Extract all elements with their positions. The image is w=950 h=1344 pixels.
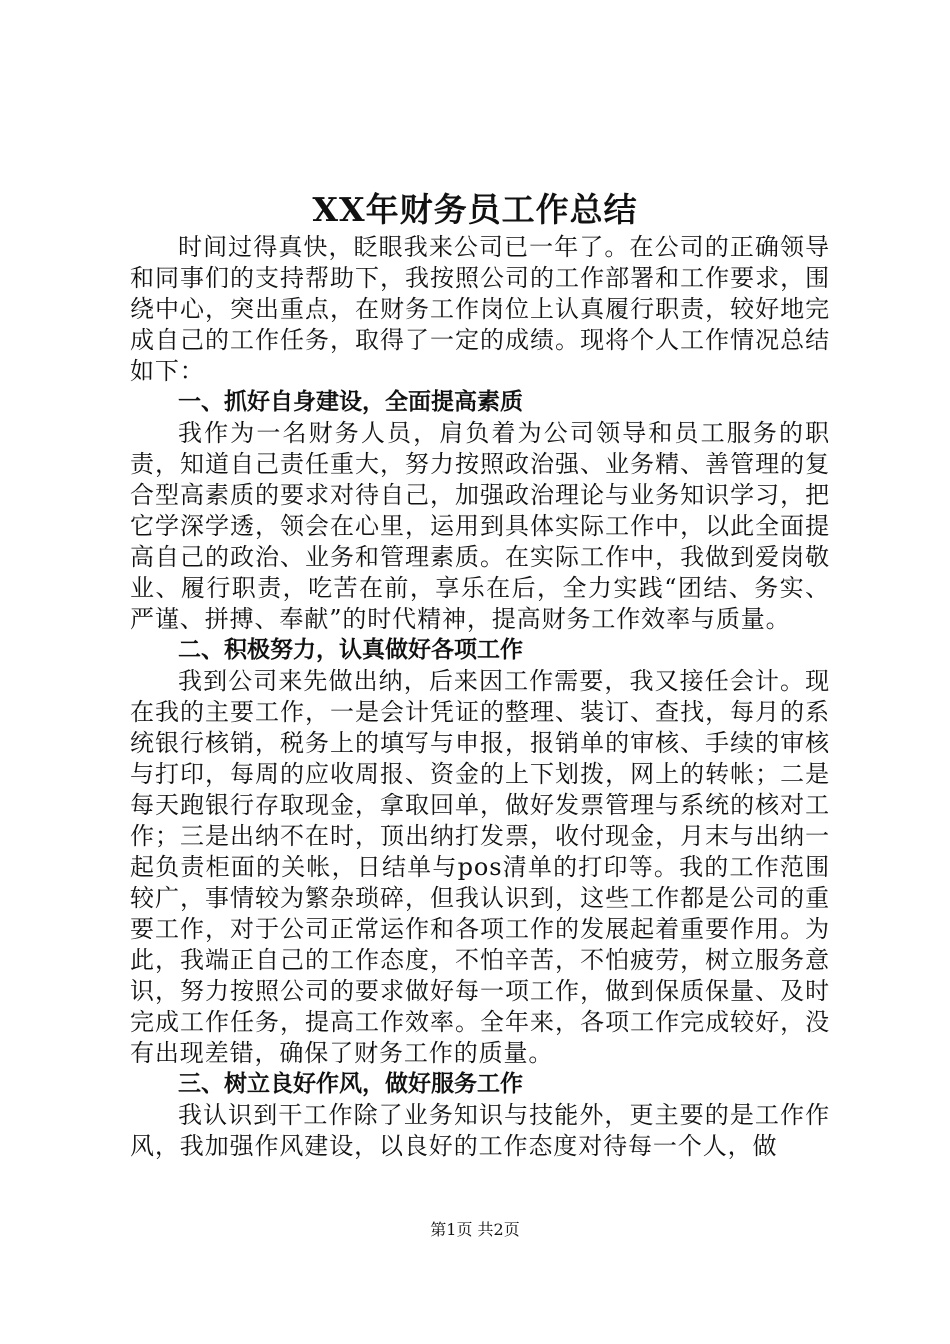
document-title: XX年财务员工作总结 [312,190,638,229]
intro-paragraph: 时间过得真快，眨眼我来公司已一年了。在公司的正确领导和同事们的支持帮助下，我按照公司的工作部署和工作要求，围绕中心，突出重点，在财务工作岗位上认真履行职责，较好地完成自己的工作任务，取得了一定的成绩。现将个人工作情况总结如下： [130,233,830,385]
page-footer: 第1页 共2页 [430,1220,520,1239]
section-heading-2: 二、积极努力，认真做好各项工作 [178,637,523,663]
document-body [130,232,830,1162]
section-paragraph-3: 我认识到干工作除了业务知识与技能外，更主要的是工作作风，我加强作风建设，以良好的工作态度对待每一个人，做 [130,1101,830,1160]
section-paragraph-2: 我到公司来先做出纳，后来因工作需要，我又接任会计。现在我的主要工作，一是会计凭证的整理、装订、查找，每月的系统银行核销，税务上的填写与申报，报销单的审核、手续的审核与打印，每周的应收周报、资金的上下划拨，网上的转帐；二是每天跑银行存取现金，拿取回单，做好发票管理与系统的核对工作；三是出纳不在时，顶出纳打发票，收付现金，月末与出纳一起负责柜面的关帐，日结单与pos清单的打印等。我的工作范围较广，事情较为繁杂琐碎，但我认识到，这些工作都是公司的重要工作，对于公司正常运作和各项工作的发展起着重要作用。为此，我端正自己的工作态度，不怕辛苦，不怕疲劳，树立服务意识，努力按照公司的要求做好每一项工作，做到保质保量、及时完成工作任务，提高工作效率。全年来，各项工作完成较好，没有出现差错，确保了财务工作的质量。 [130,667,830,1067]
section-heading-1: 一、抓好自身建设，全面提高素质 [178,389,523,415]
section-paragraph-1: 我作为一名财务人员，肩负着为公司领导和员工服务的职责，知道自己责任重大，努力按照政治强、业务精、善管理的复合型高素质的要求对待自己，加强政治理论与业务知识学习，把它学深学透，领会在心里，运用到具体实际工作中，以此全面提高自己的政治、业务和管理素质。在实际工作中，我做到爱岗敬业、履行职责，吃苦在前，享乐在后，全力实践“团结、务实、严谨、拼搏、奉献”的时代精神，提高财务工作效率与质量。 [130,419,830,633]
section-heading-3: 三、树立良好作风，做好服务工作 [178,1071,523,1097]
